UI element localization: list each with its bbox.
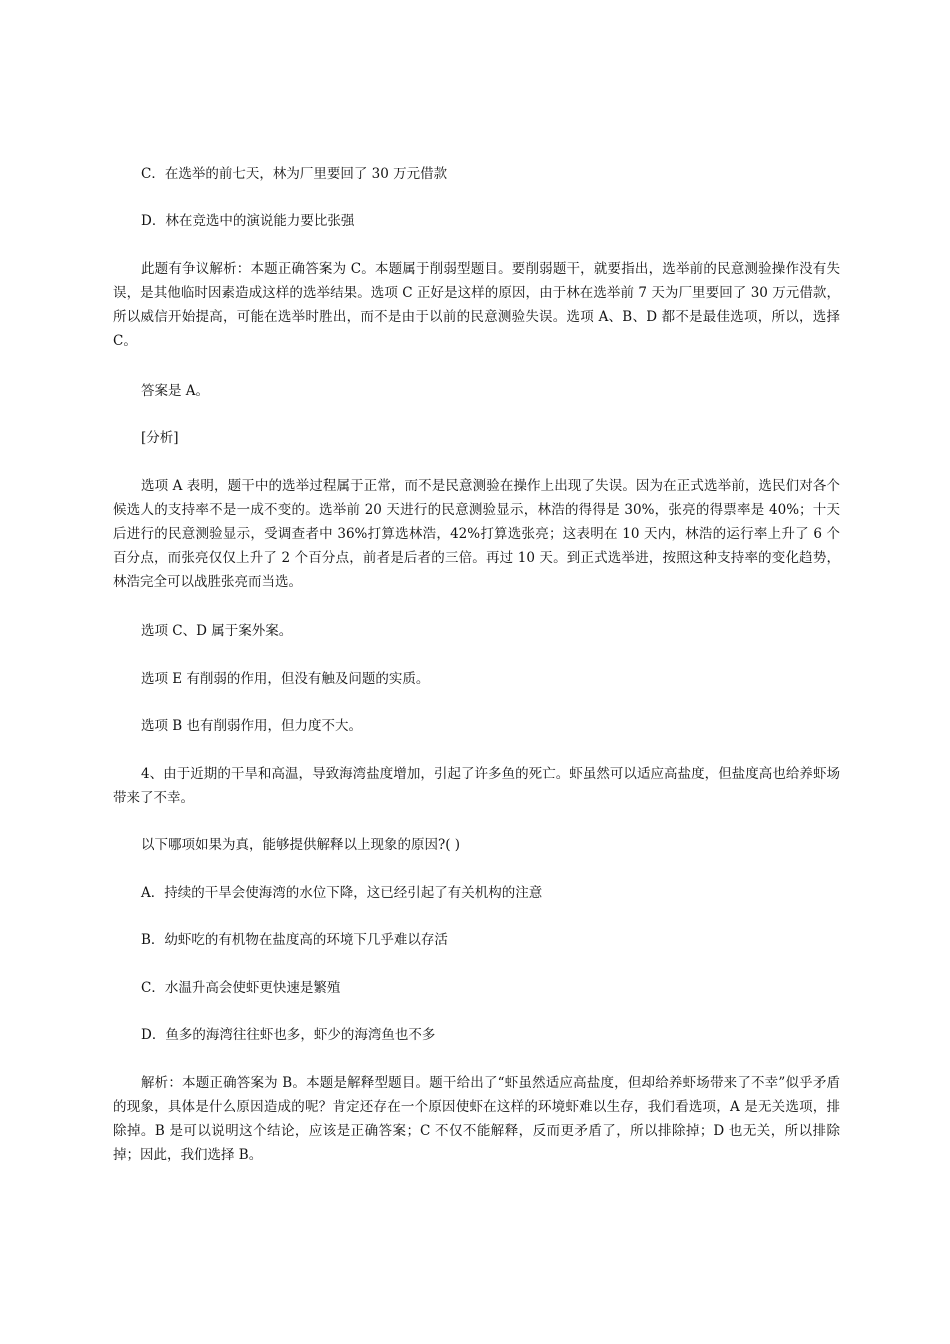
question-4-option-c: C．水温升高会使虾更快速是繁殖 xyxy=(141,980,341,996)
question-4-option-a: A．持续的干旱会使海湾的水位下降，这已经引起了有关机构的注意 xyxy=(141,885,543,901)
option-c-election: C．在选举的前七天，林为厂里要回了 30 万元借款 xyxy=(141,166,448,182)
question-4-option-d: D．鱼多的海湾往往虾也多，虾少的海湾鱼也不多 xyxy=(141,1027,436,1043)
option-cd-analysis: 选项 C、D 属于案外案。 xyxy=(141,623,293,639)
option-d-election: D．林在竞选中的演说能力要比张强 xyxy=(141,213,355,229)
question-4-prompt: 以下哪项如果为真，能够提供解释以上现象的原因?( ) xyxy=(141,837,461,853)
question-4-analysis: 解析：本题正确答案为 B。本题是解释型题目。题干给出了“虾虽然适应高盐度，但却给养虾场带来了不幸”似乎矛盾的现象，具体是什么原因造成的呢？肯定还存在一个原因使虾在这样的环境虾难以生存，我们看选项，A 是无关选项，排除掉。B 是可以说明这个结论，应该是正确答案；C 不仅不能解释，反而更矛盾了，所以排除掉；D 也无关，所以排除掉；因此，我们选择 B。 xyxy=(113,1075,840,1163)
option-e-analysis: 选项 E 有削弱的作用，但没有触及问题的实质。 xyxy=(141,671,430,687)
controversy-analysis: 此题有争议解析：本题正确答案为 C。本题属于削弱型题目。要削弱题干，就要指出，选举前的民意测验操作没有失误，是其他临时因素造成这样的选举结果。选项 C 正好是这样的原因，由于林在选举前 7 天为厂里要回了 30 万元借款，所以威信开始提高，可能在选举时胜出，而不是由于以前的民意测验失误。选项 A、B、D 都不是最佳选项，所以，选择 C。 xyxy=(113,261,840,349)
question-4-option-b: B．幼虾吃的有机物在盐度高的环境下几乎难以存活 xyxy=(141,932,448,948)
answer-statement: 答案是 A。 xyxy=(141,383,210,399)
question-4-stem: 4、由于近期的干旱和高温，导致海湾盐度增加，引起了许多鱼的死亡。虾虽然可以适应高盐度，但盐度高也给养虾场带来了不幸。 xyxy=(113,766,840,806)
analysis-heading: [分析] xyxy=(141,430,179,446)
option-b-analysis: 选项 B 也有削弱作用，但力度不大。 xyxy=(141,718,363,734)
option-a-analysis: 选项 A 表明，题干中的选举过程属于正常，而不是民意测验在操作上出现了失误。因为在正式选举前，选民们对各个候选人的支持率不是一成不变的。选举前 20 天进行的民意测验显示，林浩的得得是 30%，张亮的得票率是 40%；十天后进行的民意测验显示，受调查者中 36%打算选林浩，42%打算选张亮；这表明在 10 天内，林浩的运行率上升了 6 个百分点，而张亮仅仅上升了 2 个百分点，前者是后者的三倍。再过 10 天。到正式选举进，按照这种支持率的变化趋势，林浩完全可以战胜张亮而当选。 xyxy=(113,478,840,590)
